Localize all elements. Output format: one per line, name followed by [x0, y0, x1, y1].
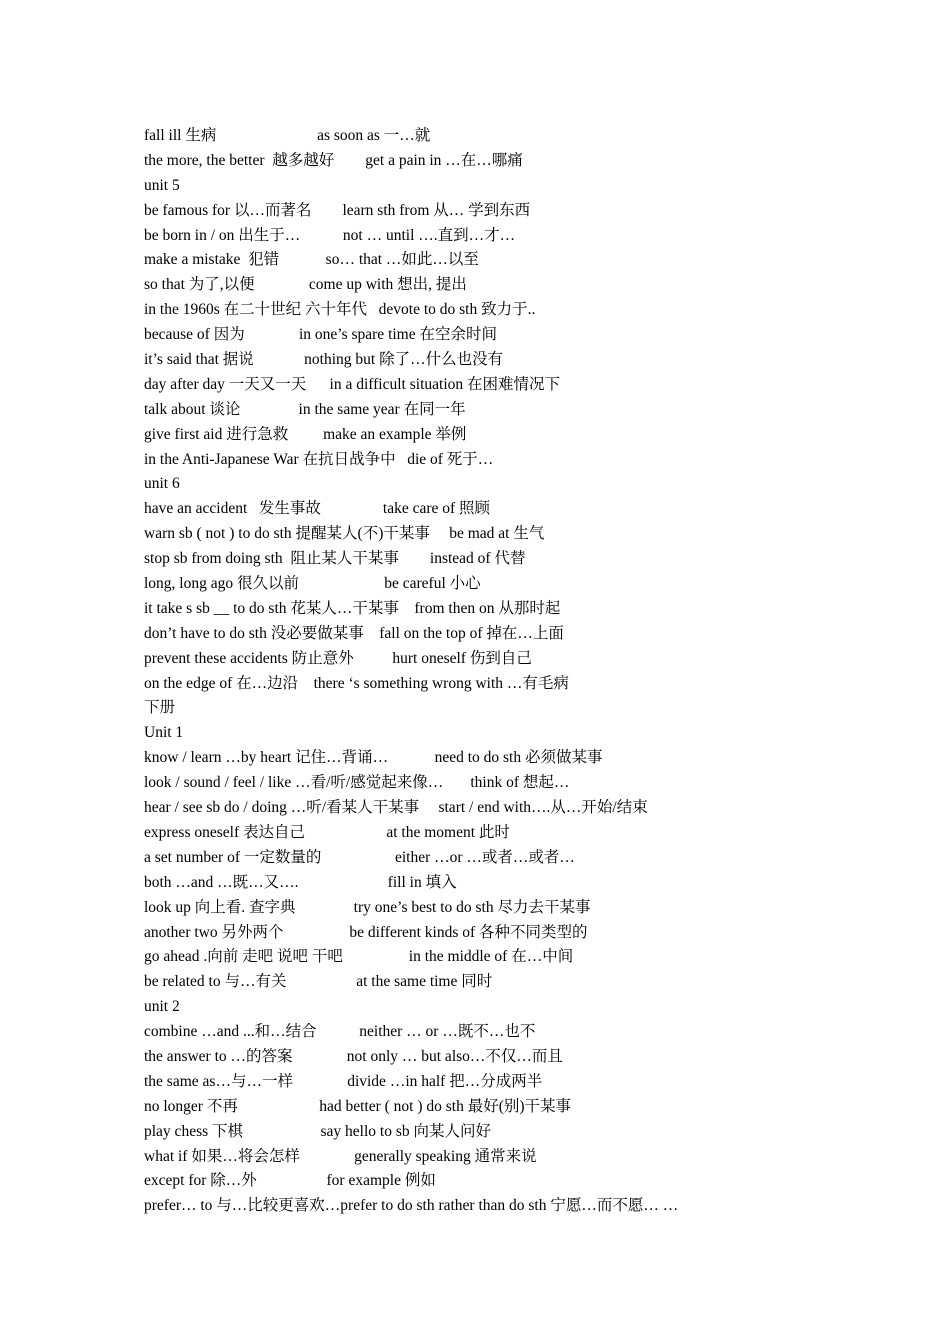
vocabulary-list: [144, 124, 844, 1219]
text-line: be famous for 以…而著名 learn sth from 从… 学到东西: [144, 201, 531, 219]
text-line: have an accident 发生事故 take care of 照顾: [144, 500, 491, 518]
text-line: day after day 一天又一天 in a difficult situation 在困难情况下: [144, 375, 560, 393]
text-line: fall ill 生病 as soon as 一…就: [144, 127, 431, 144]
text-line: prefer… to 与…比较更喜欢…prefer to do sth rather than do sth 宁愿…而不愿… …: [144, 1197, 679, 1215]
text-line: in the 1960s 在二十世纪 六十年代 devote to do sth 致力于..: [144, 301, 536, 319]
text-line: go ahead .向前 走吧 说吧 干吧 in the middle of 在…中间: [144, 948, 574, 966]
text-line: it’s said that 据说 nothing but 除了…什么也没有: [144, 351, 504, 369]
text-line: the answer to …的答案 not only … but also…不仅…而且: [144, 1047, 563, 1065]
section-heading: Unit 1: [144, 724, 184, 742]
text-line: hear / see sb do / doing …听/看某人干某事 start / end with….从…开始/结束: [144, 799, 648, 817]
text-line: look up 向上看. 查字典 try one’s best to do sth 尽力去干某事: [144, 898, 591, 916]
text-line: warn sb ( not ) to do sth 提醒某人(不)干某事 be mad at 生气: [144, 525, 545, 543]
text-line: the same as…与…一样 divide …in half 把…分成两半: [144, 1072, 543, 1090]
text-line: don’t have to do sth 没必要做某事 fall on the top of 掉在…上面: [144, 624, 564, 642]
text-line: in the Anti-Japanese War 在抗日战争中 die of 死于…: [144, 450, 494, 468]
text-line: talk about 谈论 in the same year 在同一年: [144, 400, 466, 418]
text-line: except for 除…外 for example 例如: [144, 1172, 436, 1190]
text-line: combine …and ...和…结合 neither … or …既不…也不: [144, 1023, 536, 1041]
section-heading: unit 6: [144, 475, 180, 493]
text-line: be related to 与…有关 at the same time 同时: [144, 973, 493, 991]
text-line: both …and …既…又…. fill in 填入: [144, 873, 457, 891]
text-line: another two 另外两个 be different kinds of 各种不同类型的: [144, 923, 588, 941]
text-line: no longer 不再 had better ( not ) do sth 最好(别)干某事: [144, 1097, 572, 1115]
text-line: because of 因为 in one’s spare time 在空余时间: [144, 326, 497, 344]
text-line: so that 为了,以便 come up with 想出, 提出: [144, 276, 467, 294]
text-line: prevent these accidents 防止意外 hurt oneself 伤到自己: [144, 649, 532, 667]
text-line: what if 如果…将会怎样 generally speaking 通常来说: [144, 1147, 537, 1165]
section-heading: unit 2: [144, 998, 180, 1016]
text-line: a set number of 一定数量的 either …or …或者…或者…: [144, 848, 575, 866]
text-line: it take s sb __ to do sth 花某人…干某事 from then on 从那时起: [144, 599, 561, 617]
text-line: look / sound / feel / like …看/听/感觉起来像… think of 想起…: [144, 774, 570, 792]
text-line: the more, the better 越多越好 get a pain in …在…哪痛: [144, 151, 523, 169]
text-line: on the edge of 在…边沿 there ‘s something wrong with …有毛病: [144, 674, 569, 692]
section-heading: 下册: [144, 699, 176, 717]
text-line: stop sb from doing sth 阻止某人干某事 instead of 代替: [144, 550, 526, 568]
text-line: know / learn …by heart 记住…背诵… need to do sth 必须做某事: [144, 749, 603, 767]
text-line: make a mistake 犯错 so… that …如此…以至: [144, 251, 479, 269]
text-line: express oneself 表达自己 at the moment 此时: [144, 823, 510, 841]
text-line: be born in / on 出生于… not … until ….直到…才…: [144, 226, 516, 244]
text-line: give first aid 进行急救 make an example 举例: [144, 425, 467, 443]
text-line: long, long ago 很久以前 be careful 小心: [144, 575, 481, 593]
section-heading: unit 5: [144, 176, 180, 194]
text-line: play chess 下棋 say hello to sb 向某人问好: [144, 1122, 492, 1140]
